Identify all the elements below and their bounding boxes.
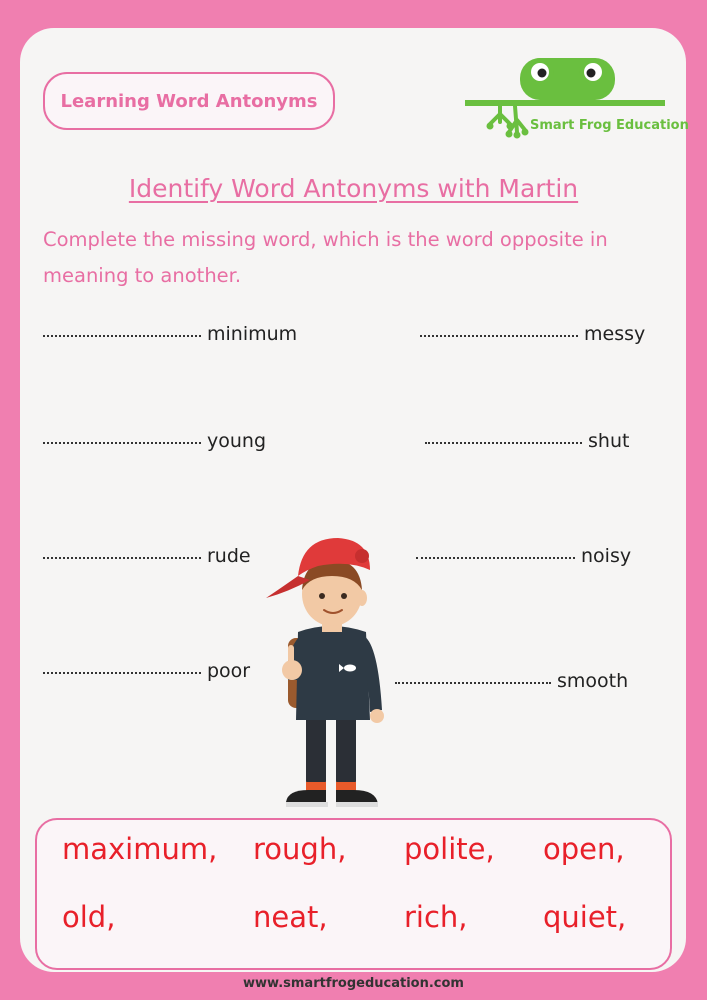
exercise-word: poor	[207, 660, 251, 682]
exercise-item	[43, 430, 266, 452]
word-bank-item: maximum,	[62, 832, 218, 866]
answer-blank[interactable]	[43, 333, 201, 337]
exercise-word: rude	[207, 545, 251, 567]
exercise-item	[425, 430, 629, 452]
exercise-word: messy	[584, 323, 646, 345]
worksheet-tag: Learning Word Antonyms	[43, 72, 335, 130]
word-bank-item: old,	[62, 900, 116, 934]
answer-blank[interactable]	[416, 555, 575, 559]
exercise-item	[420, 323, 645, 345]
exercise-item	[43, 660, 250, 682]
answer-blank[interactable]	[43, 670, 201, 674]
word-bank-item: quiet,	[543, 900, 627, 934]
martin-character-illustration	[258, 520, 408, 820]
exercise-word: shut	[588, 430, 630, 452]
page-title: Identify Word Antonyms with Martin	[128, 174, 579, 203]
exercise-item	[43, 545, 251, 567]
footer-url[interactable]: www.smartfrogeducation.com	[243, 976, 464, 991]
frog-logo-icon	[465, 50, 665, 160]
answer-blank[interactable]	[420, 333, 578, 337]
word-bank-item: polite,	[404, 832, 495, 866]
answer-blank[interactable]	[43, 555, 201, 559]
exercise-item	[43, 323, 297, 345]
exercise-word: minimum	[207, 323, 298, 345]
logo-text: Smart Frog Education	[530, 118, 689, 133]
exercise-item	[395, 670, 628, 692]
exercise-word: young	[207, 430, 267, 452]
answer-blank[interactable]	[395, 680, 551, 684]
exercise-item	[416, 545, 631, 567]
exercise-word: smooth	[557, 670, 629, 692]
answer-blank[interactable]	[43, 440, 201, 444]
instructions: Complete the missing word, which is the word opposite in meaning to another.	[43, 228, 608, 287]
exercise-word: noisy	[581, 545, 632, 567]
word-bank-item: neat,	[253, 900, 328, 934]
word-bank-item: rough,	[253, 832, 347, 866]
word-bank-item: open,	[543, 832, 625, 866]
answer-blank[interactable]	[425, 440, 582, 444]
word-bank-item: rich,	[404, 900, 468, 934]
